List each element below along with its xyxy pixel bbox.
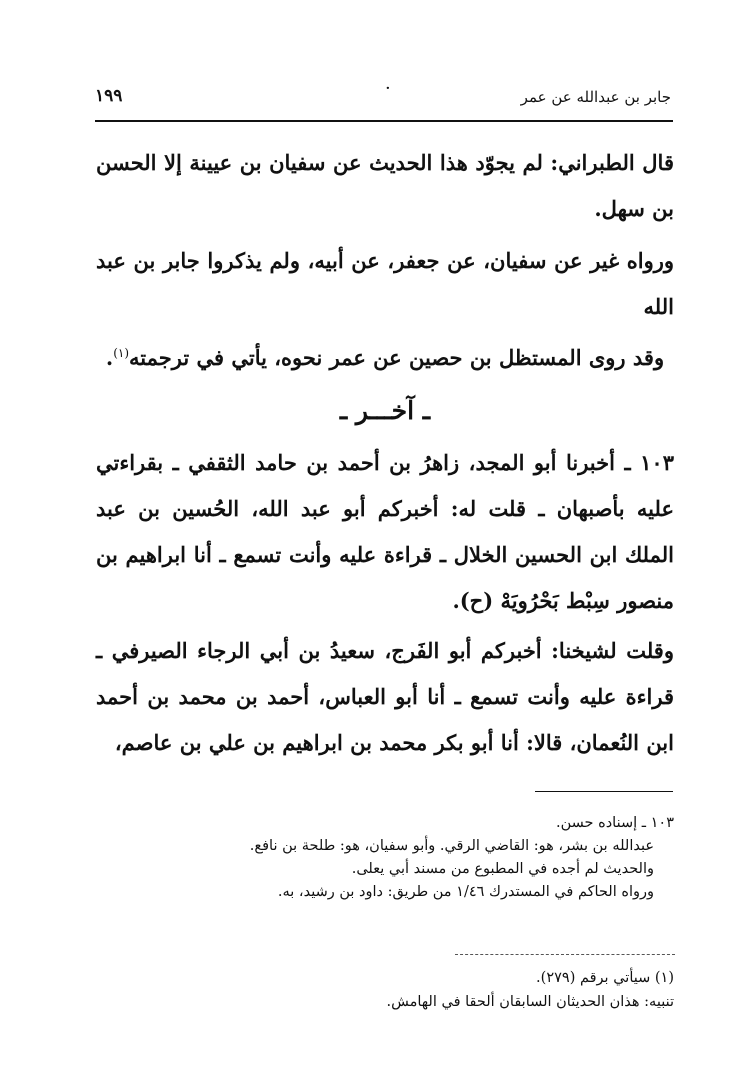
notes-rule (535, 791, 673, 792)
paragraph-mustazil (96, 330, 674, 381)
hadith-103-chain: ١٠٣ ـ أخبرنا أبو المجد، زاهرُ بن أحمد بن حامد الثقفي ـ بقراءتي عليه بأصبهان ـ قلت له: أخبركم أبو عبد الله، الحُسين بن عبد الملك ابن الحسين الخلال ـ قراءة عليه وأنت تسمع ـ أنا ابراهيم بن منصور سِبْط بَحْرُويَهْ (ح). (96, 450, 674, 613)
footnote-ref-1: (١) (113, 346, 130, 360)
section-heading: ـ آخـــر ـ (339, 396, 431, 425)
footnote-remark: تنبيه: هذان الحديثان السابقان ألحقا في الهامش. (386, 994, 674, 1010)
footnote-separator (455, 954, 675, 955)
commentary-notes (110, 812, 674, 904)
running-title: جابر بن عبدالله عن عمر (520, 88, 671, 106)
note-line: والحديث لم أجده في المطبوع من مسند أبي يعلى. (351, 861, 654, 877)
page-number: ١٩٩ (95, 86, 123, 106)
footnote-1: (١) سيأتي برقم (٢٧٩). (536, 970, 674, 986)
paragraph-mustazil-end: . (105, 345, 114, 370)
header-rule (95, 120, 673, 122)
hadith-103-second-chain: وقلت لشيخنا: أخبركم أبو الفَرج، سعيدُ بن أبي الرجاء الصيرفي ـ قراءة عليه وأنت تسمع ـ أنا أبو العباس، أحمد بن محمد بن أحمد ابن النُعمان، قالا: أنا أبو بكر محمد بن ابراهيم بن علي بن عاصم، (96, 638, 674, 755)
paragraph-other-narration: ورواه غير عن سفيان، عن جعفر، عن أبيه، ولم يذكروا جابر بن عبد الله (96, 248, 674, 319)
note-head: ١٠٣ ـ إسناده حسن. (555, 815, 674, 831)
page-header (95, 78, 671, 114)
paragraph-mustazil-text: وقد روى المستظل بن حصين عن عمر نحوه، يأتي في ترجمته (129, 345, 665, 370)
header-dot: · (385, 78, 391, 99)
footnotes (150, 966, 674, 1014)
note-line: عبدالله بن بشر، هو: القاضي الرقي. وأبو سفيان، هو: طلحة بن نافع. (249, 838, 654, 854)
paragraph-tabarani: قال الطبراني: لم يجوّد هذا الحديث عن سفيان بن عيينة إلا الحسن بن سهل. (96, 150, 674, 221)
note-line: ورواه الحاكم في المستدرك ١/٤٦ من طريق: داود بن رشيد، به. (277, 884, 654, 900)
